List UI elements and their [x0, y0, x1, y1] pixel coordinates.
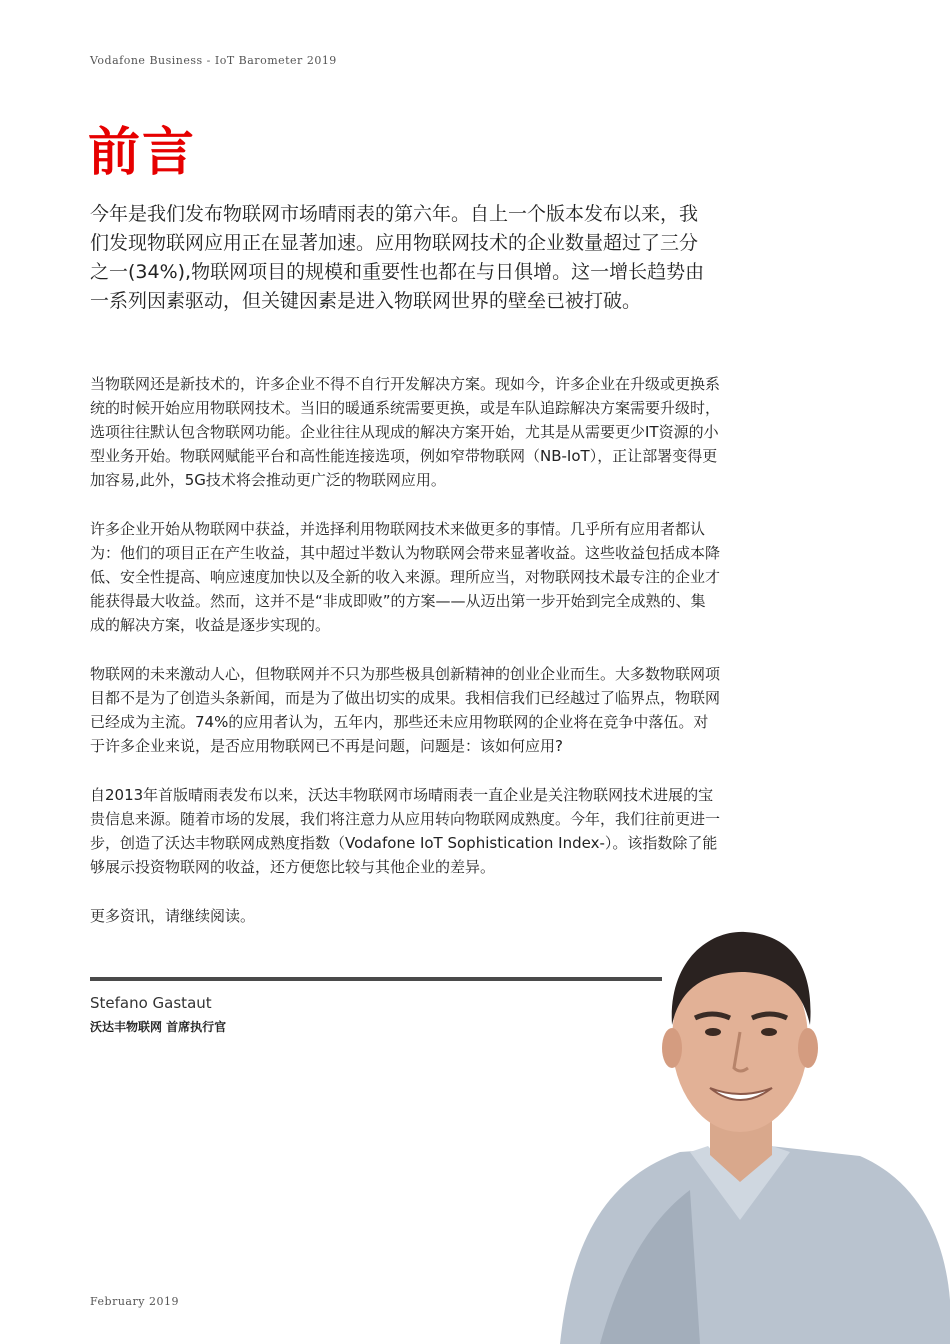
page-footer: February 2019	[90, 1295, 179, 1308]
eye-right	[761, 1028, 777, 1036]
signature-title: 沃达丰物联网 首席执行官	[90, 1020, 227, 1034]
ear-left	[662, 1028, 682, 1068]
ear-right	[798, 1028, 818, 1068]
eye-left	[705, 1028, 721, 1036]
body-text	[90, 372, 720, 953]
paragraph: 自2013年首版晴雨表发布以来，沃达丰物联网市场晴雨表一直企业是关注物联网技术进展的宝贵信息来源。随着市场的发展，我们将注意力从应用转向物联网成熟度。今年，我们往前更进一步，创造了沃达丰物联网成熟度指数（Vodafone IoT Sophistication Index-）。该指数除了能够展示投资物联网的收益，还方便您比较与其他企业的差异。	[90, 786, 721, 876]
paragraph: 许多企业开始从物联网中获益，并选择利用物联网技术来做更多的事情。几乎所有应用者都认为：他们的项目正在产生收益，其中超过半数认为物联网会带来显著收益。这些收益包括成本降低、安全性提高、响应速度加快以及全新的收入来源。理所应当，对物联网技术最专注的企业才能获得最大收益。然而，这并不是“非成即败”的方案——从迈出第一步开始到完全成熟的、集成的解决方案，收益是逐步实现的。	[90, 520, 721, 634]
running-header: Vodafone Business - IoT Barometer 2019	[90, 54, 337, 67]
paragraph: 物联网的未来激动人心，但物联网并不只为那些极具创新精神的创业企业而生。大多数物联网项目都不是为了创造头条新闻，而是为了做出切实的成果。我相信我们已经越过了临界点，物联网已经成为主流。74%的应用者认为，五年内，那些还未应用物联网的企业将在竞争中落伍。对于许多企业来说，是否应用物联网已不再是问题，问题是：该如何应用?	[90, 665, 721, 755]
page-title: 前言	[88, 123, 197, 183]
paragraph: 当物联网还是新技术的，许多企业不得不自行开发解决方案。现如今，许多企业在升级或更换系统的时候开始应用物联网技术。当旧的暖通系统需要更换，或是车队追踪解决方案需要升级时，选项往往默认包含物联网功能。企业往往从现成的解决方案开始，尤其是从需要更少IT资源的小型业务开始。物联网赋能平台和高性能连接选项，例如窄带物联网（NB-IoT），正让部署变得更加容易,此外，5G技术将会推动更广泛的物联网应用。	[90, 375, 721, 489]
lead-paragraph: 今年是我们发布物联网市场晴雨表的第六年。自上一个版本发布以来，我们发现物联网应用正在显著加速。应用物联网技术的企业数量超过了三分之一(34%),物联网项目的规模和重要性也都在与日俱增。这一增长趋势由一系列因素驱动，但关键因素是进入物联网世界的壁垒已被打破。	[90, 203, 705, 312]
signature-name: Stefano Gastaut	[90, 994, 212, 1012]
person-portrait-icon	[540, 920, 950, 1344]
paragraph: 更多资讯，请继续阅读。	[90, 907, 256, 925]
